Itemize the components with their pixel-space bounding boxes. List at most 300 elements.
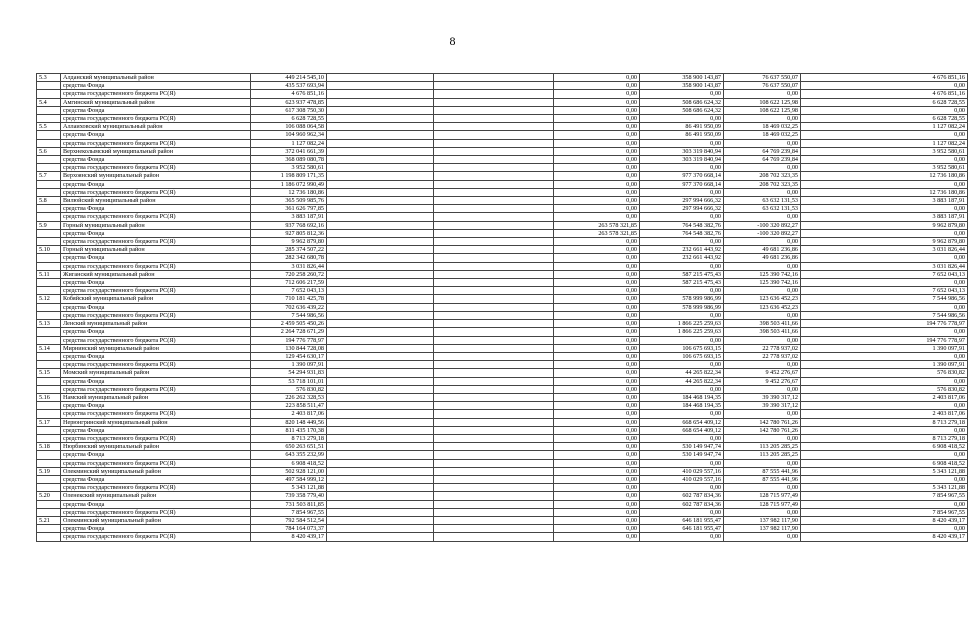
col-6-value-cell: 0,00 [554,525,640,533]
col-5-cell [434,508,554,516]
col-6-value-cell: 0,00 [554,115,640,123]
table-row [37,295,968,303]
col-8-value-cell: 63 632 131,53 [724,205,801,213]
col-8-value-cell: 398 503 411,66 [724,328,801,336]
col-9-value-cell: 576 830,82 [801,385,968,393]
col-6-value-cell: 0,00 [554,123,640,131]
col-7-value-cell: 1 866 225 259,63 [640,320,724,328]
col-6-value-cell: 0,00 [554,205,640,213]
col-5-cell [434,426,554,434]
col-5-cell [434,197,554,205]
col-6-value-cell: 0,00 [554,410,640,418]
col-4-cell [327,385,434,393]
item-number-cell [37,213,61,221]
table-row [37,500,968,508]
col-7-value-cell: 44 265 822,34 [640,369,724,377]
col-5-cell [434,262,554,270]
col-6-value-cell: 0,00 [554,369,640,377]
col-8-value-cell: 0,00 [724,361,801,369]
col-9-value-cell: 3 883 187,91 [801,213,968,221]
col-6-value-cell: 0,00 [554,336,640,344]
item-name-cell: средства государственного бюджета РС(Я) [61,385,251,393]
col-7-value-cell: 184 468 194,35 [640,393,724,401]
item-name-cell: Нерюнгринский муниципальный район [61,418,251,426]
total-value-cell: 54 294 931,83 [251,369,327,377]
table-row [37,525,968,533]
col-5-cell [434,459,554,467]
col-7-value-cell: 668 654 409,12 [640,418,724,426]
item-name-cell: Момский муниципальный район [61,369,251,377]
col-4-cell [327,221,434,229]
col-7-value-cell: 0,00 [640,484,724,492]
col-6-value-cell: 0,00 [554,188,640,196]
col-6-value-cell: 0,00 [554,147,640,155]
col-9-value-cell: 2 403 817,06 [801,410,968,418]
item-number-cell [37,238,61,246]
table-row [37,369,968,377]
total-value-cell: 449 214 545,10 [251,74,327,82]
col-8-value-cell: 0,00 [724,115,801,123]
col-9-value-cell: 0,00 [801,156,968,164]
budget-table [36,73,968,542]
col-7-value-cell: 0,00 [640,115,724,123]
item-name-cell: Олекминский муниципальный район [61,467,251,475]
col-9-value-cell: 0,00 [801,402,968,410]
col-9-value-cell: 194 776 778,97 [801,320,968,328]
item-number-cell [37,229,61,237]
col-6-value-cell: 0,00 [554,82,640,90]
total-value-cell: 623 937 478,85 [251,98,327,106]
item-name-cell: средства Фонда [61,377,251,385]
col-8-value-cell: 9 452 276,67 [724,369,801,377]
total-value-cell: 435 537 693,94 [251,82,327,90]
col-4-cell [327,426,434,434]
col-8-value-cell: 18 469 032,25 [724,131,801,139]
col-7-value-cell: 303 319 840,94 [640,156,724,164]
item-number-cell [37,426,61,434]
item-number-cell: 5.12 [37,295,61,303]
total-value-cell: 710 181 425,78 [251,295,327,303]
col-9-value-cell: 7 652 043,13 [801,270,968,278]
col-8-value-cell: 0,00 [724,336,801,344]
col-9-value-cell: 7 854 967,55 [801,508,968,516]
table-row [37,262,968,270]
col-9-value-cell: 8 420 439,17 [801,516,968,524]
col-4-cell [327,410,434,418]
total-value-cell: 617 308 750,30 [251,106,327,114]
col-9-value-cell: 0,00 [801,106,968,114]
col-4-cell [327,156,434,164]
col-6-value-cell: 0,00 [554,303,640,311]
col-5-cell [434,385,554,393]
col-8-value-cell: 39 390 317,12 [724,402,801,410]
col-7-value-cell: 0,00 [640,410,724,418]
col-5-cell [434,246,554,254]
item-number-cell: 5.5 [37,123,61,131]
col-4-cell [327,459,434,467]
item-name-cell: средства Фонда [61,426,251,434]
item-name-cell: средства государственного бюджета РС(Я) [61,90,251,98]
col-8-value-cell: 64 769 239,84 [724,156,801,164]
col-4-cell [327,336,434,344]
item-name-cell: средства Фонда [61,500,251,508]
total-value-cell: 368 089 080,78 [251,156,327,164]
col-9-value-cell: 12 736 180,86 [801,188,968,196]
col-7-value-cell: 0,00 [640,90,724,98]
table-row [37,320,968,328]
item-number-cell [37,106,61,114]
col-7-value-cell: 358 900 143,87 [640,74,724,82]
col-4-cell [327,500,434,508]
item-number-cell: 5.10 [37,246,61,254]
table-row [37,303,968,311]
col-8-value-cell: 128 715 977,49 [724,492,801,500]
col-4-cell [327,295,434,303]
table-row [37,238,968,246]
col-7-value-cell: 44 265 822,34 [640,377,724,385]
col-5-cell [434,328,554,336]
col-7-value-cell: 0,00 [640,262,724,270]
col-4-cell [327,164,434,172]
total-value-cell: 502 928 121,00 [251,467,327,475]
col-4-cell [327,525,434,533]
col-4-cell [327,377,434,385]
total-value-cell: 4 676 851,16 [251,90,327,98]
total-value-cell: 8 713 279,18 [251,434,327,442]
item-name-cell: Верхоянский муниципальный район [61,172,251,180]
item-name-cell: средства Фонда [61,106,251,114]
item-name-cell: Олекминский муниципальный район [61,516,251,524]
col-9-value-cell: 0,00 [801,131,968,139]
item-number-cell: 5.16 [37,393,61,401]
item-name-cell: средства государственного бюджета РС(Я) [61,484,251,492]
col-6-value-cell: 0,00 [554,467,640,475]
item-name-cell: Мирнинский муниципальный район [61,344,251,352]
table-row [37,443,968,451]
col-6-value-cell: 0,00 [554,459,640,467]
col-9-value-cell: 0,00 [801,426,968,434]
col-6-value-cell: 0,00 [554,451,640,459]
col-4-cell [327,492,434,500]
table-row [37,229,968,237]
total-value-cell: 2 264 728 671,29 [251,328,327,336]
col-9-value-cell: 8 713 279,18 [801,418,968,426]
col-7-value-cell: 646 181 955,47 [640,516,724,524]
item-number-cell [37,377,61,385]
col-9-value-cell: 3 952 580,61 [801,164,968,172]
col-4-cell [327,402,434,410]
total-value-cell: 129 454 630,17 [251,352,327,360]
col-9-value-cell: 3 031 826,44 [801,246,968,254]
col-8-value-cell: 39 390 317,12 [724,393,801,401]
total-value-cell: 7 652 043,13 [251,287,327,295]
col-8-value-cell: 0,00 [724,410,801,418]
table-row [37,344,968,352]
col-6-value-cell: 0,00 [554,279,640,287]
table-row [37,385,968,393]
item-name-cell: Ленский муниципальный район [61,320,251,328]
item-name-cell: Нюрбинский муниципальный район [61,443,251,451]
col-5-cell [434,106,554,114]
col-8-value-cell: 64 769 239,84 [724,147,801,155]
col-5-cell [434,320,554,328]
col-9-value-cell: 0,00 [801,377,968,385]
col-4-cell [327,205,434,213]
col-9-value-cell: 0,00 [801,279,968,287]
col-4-cell [327,262,434,270]
col-6-value-cell: 0,00 [554,254,640,262]
item-name-cell: средства государственного бюджета РС(Я) [61,311,251,319]
col-8-value-cell: 125 390 742,16 [724,279,801,287]
col-5-cell [434,74,554,82]
col-6-value-cell: 0,00 [554,533,640,541]
item-name-cell: Верхнеколымский муниципальный район [61,147,251,155]
col-9-value-cell: 0,00 [801,180,968,188]
table-row [37,336,968,344]
col-9-value-cell: 0,00 [801,303,968,311]
col-5-cell [434,467,554,475]
table-row [37,451,968,459]
total-value-cell: 643 355 232,99 [251,451,327,459]
col-5-cell [434,164,554,172]
table-row [37,197,968,205]
col-9-value-cell: 0,00 [801,352,968,360]
item-number-cell: 5.14 [37,344,61,352]
page-number: 8 [449,34,456,48]
item-number-cell [37,188,61,196]
col-8-value-cell: 0,00 [724,238,801,246]
col-9-value-cell: 4 676 851,16 [801,90,968,98]
col-7-value-cell: 0,00 [640,311,724,319]
col-5-cell [434,402,554,410]
table-row [37,492,968,500]
col-5-cell [434,393,554,401]
col-6-value-cell: 0,00 [554,180,640,188]
col-9-value-cell: 6 628 728,55 [801,98,968,106]
col-8-value-cell: 0,00 [724,287,801,295]
total-value-cell: 712 606 217,59 [251,279,327,287]
col-5-cell [434,188,554,196]
table-row [37,106,968,114]
item-name-cell: средства Фонда [61,229,251,237]
col-4-cell [327,139,434,147]
col-7-value-cell: 303 319 840,94 [640,147,724,155]
item-name-cell: средства Фонда [61,254,251,262]
table-row [37,147,968,155]
item-number-cell [37,361,61,369]
col-7-value-cell: 0,00 [640,213,724,221]
col-7-value-cell: 0,00 [640,139,724,147]
col-4-cell [327,467,434,475]
item-number-cell [37,328,61,336]
table-row [37,516,968,524]
col-8-value-cell: 208 702 323,35 [724,180,801,188]
col-7-value-cell: 587 215 475,43 [640,270,724,278]
item-name-cell: средства государственного бюджета РС(Я) [61,410,251,418]
col-6-value-cell: 0,00 [554,90,640,98]
col-5-cell [434,443,554,451]
col-6-value-cell: 0,00 [554,352,640,360]
table-row [37,361,968,369]
col-6-value-cell: 0,00 [554,385,640,393]
col-4-cell [327,303,434,311]
col-5-cell [434,156,554,164]
item-number-cell [37,279,61,287]
item-number-cell [37,402,61,410]
item-number-cell [37,336,61,344]
col-8-value-cell: 208 702 323,35 [724,172,801,180]
item-name-cell: средства Фонда [61,475,251,483]
total-value-cell: 576 830,82 [251,385,327,393]
item-number-cell [37,164,61,172]
item-name-cell: средства государственного бюджета РС(Я) [61,287,251,295]
col-6-value-cell: 0,00 [554,508,640,516]
col-6-value-cell: 0,00 [554,197,640,205]
table-row [37,156,968,164]
item-number-cell: 5.21 [37,516,61,524]
col-7-value-cell: 977 370 668,14 [640,172,724,180]
item-name-cell: Намский муниципальный район [61,393,251,401]
col-4-cell [327,352,434,360]
col-6-value-cell: 0,00 [554,131,640,139]
col-9-value-cell: 6 628 728,55 [801,115,968,123]
col-7-value-cell: 297 994 666,32 [640,197,724,205]
col-5-cell [434,516,554,524]
table-row [37,287,968,295]
item-number-cell [37,508,61,516]
total-value-cell: 1 198 809 171,35 [251,172,327,180]
total-value-cell: 1 127 082,24 [251,139,327,147]
col-7-value-cell: 0,00 [640,361,724,369]
col-5-cell [434,434,554,442]
col-7-value-cell: 0,00 [640,434,724,442]
col-6-value-cell: 0,00 [554,295,640,303]
item-name-cell: средства государственного бюджета РС(Я) [61,336,251,344]
item-number-cell [37,484,61,492]
table-row [37,377,968,385]
col-7-value-cell: 0,00 [640,336,724,344]
col-6-value-cell: 0,00 [554,393,640,401]
item-name-cell: средства Фонда [61,402,251,410]
col-4-cell [327,279,434,287]
col-8-value-cell: 142 780 761,26 [724,426,801,434]
col-9-value-cell: 576 830,82 [801,369,968,377]
col-8-value-cell: 22 778 937,02 [724,344,801,352]
col-7-value-cell: 232 661 443,92 [640,254,724,262]
col-6-value-cell: 0,00 [554,98,640,106]
col-8-value-cell: 0,00 [724,484,801,492]
table-row [37,74,968,82]
col-6-value-cell: 263 578 321,85 [554,229,640,237]
col-6-value-cell: 0,00 [554,320,640,328]
item-number-cell [37,352,61,360]
col-5-cell [434,361,554,369]
item-number-cell [37,205,61,213]
col-7-value-cell: 602 787 834,36 [640,500,724,508]
total-value-cell: 784 164 073,37 [251,525,327,533]
item-number-cell [37,434,61,442]
col-6-value-cell: 0,00 [554,311,640,319]
col-4-cell [327,229,434,237]
col-8-value-cell: 142 780 761,26 [724,418,801,426]
col-9-value-cell: 1 127 082,24 [801,123,968,131]
item-name-cell: средства Фонда [61,451,251,459]
col-5-cell [434,533,554,541]
item-name-cell: средства государственного бюджета РС(Я) [61,533,251,541]
col-7-value-cell: 410 029 557,16 [640,467,724,475]
item-number-cell: 5.19 [37,467,61,475]
item-name-cell: средства государственного бюджета РС(Я) [61,139,251,147]
col-6-value-cell: 263 578 321,85 [554,221,640,229]
col-5-cell [434,180,554,188]
table-row [37,213,968,221]
total-value-cell: 9 962 879,80 [251,238,327,246]
col-5-cell [434,238,554,246]
col-4-cell [327,238,434,246]
col-9-value-cell: 1 390 097,91 [801,361,968,369]
total-value-cell: 927 805 812,36 [251,229,327,237]
col-4-cell [327,197,434,205]
col-8-value-cell: 87 555 441,96 [724,475,801,483]
table-row [37,352,968,360]
col-6-value-cell: 0,00 [554,262,640,270]
col-8-value-cell: 0,00 [724,459,801,467]
total-value-cell: 650 263 651,51 [251,443,327,451]
col-9-value-cell: 194 776 778,97 [801,336,968,344]
col-8-value-cell: 137 982 117,90 [724,525,801,533]
col-4-cell [327,451,434,459]
item-number-cell [37,90,61,98]
col-8-value-cell: 22 778 937,02 [724,352,801,360]
item-name-cell: средства Фонда [61,131,251,139]
col-8-value-cell: 18 469 032,25 [724,123,801,131]
item-number-cell [37,82,61,90]
col-8-value-cell: 0,00 [724,164,801,172]
col-5-cell [434,484,554,492]
col-8-value-cell: 0,00 [724,262,801,270]
item-name-cell: средства Фонда [61,180,251,188]
col-9-value-cell: 5 343 121,88 [801,467,968,475]
col-6-value-cell: 0,00 [554,328,640,336]
col-6-value-cell: 0,00 [554,344,640,352]
col-4-cell [327,328,434,336]
total-value-cell: 223 858 511,47 [251,402,327,410]
item-number-cell [37,303,61,311]
col-4-cell [327,123,434,131]
col-6-value-cell: 0,00 [554,287,640,295]
table-row [37,254,968,262]
col-8-value-cell: 137 982 117,90 [724,516,801,524]
col-4-cell [327,475,434,483]
col-7-value-cell: 0,00 [640,164,724,172]
item-number-cell: 5.3 [37,74,61,82]
total-value-cell: 104 960 962,34 [251,131,327,139]
col-6-value-cell: 0,00 [554,270,640,278]
col-8-value-cell: 0,00 [724,90,801,98]
col-9-value-cell: 7 652 043,13 [801,287,968,295]
table-row [37,328,968,336]
col-5-cell [434,205,554,213]
item-name-cell: Горный муниципальный район [61,221,251,229]
col-7-value-cell: 587 215 475,43 [640,279,724,287]
total-value-cell: 792 584 512,54 [251,516,327,524]
col-5-cell [434,229,554,237]
col-4-cell [327,98,434,106]
col-9-value-cell: 4 676 851,16 [801,74,968,82]
item-number-cell: 5.11 [37,270,61,278]
col-6-value-cell: 0,00 [554,492,640,500]
table-row [37,426,968,434]
